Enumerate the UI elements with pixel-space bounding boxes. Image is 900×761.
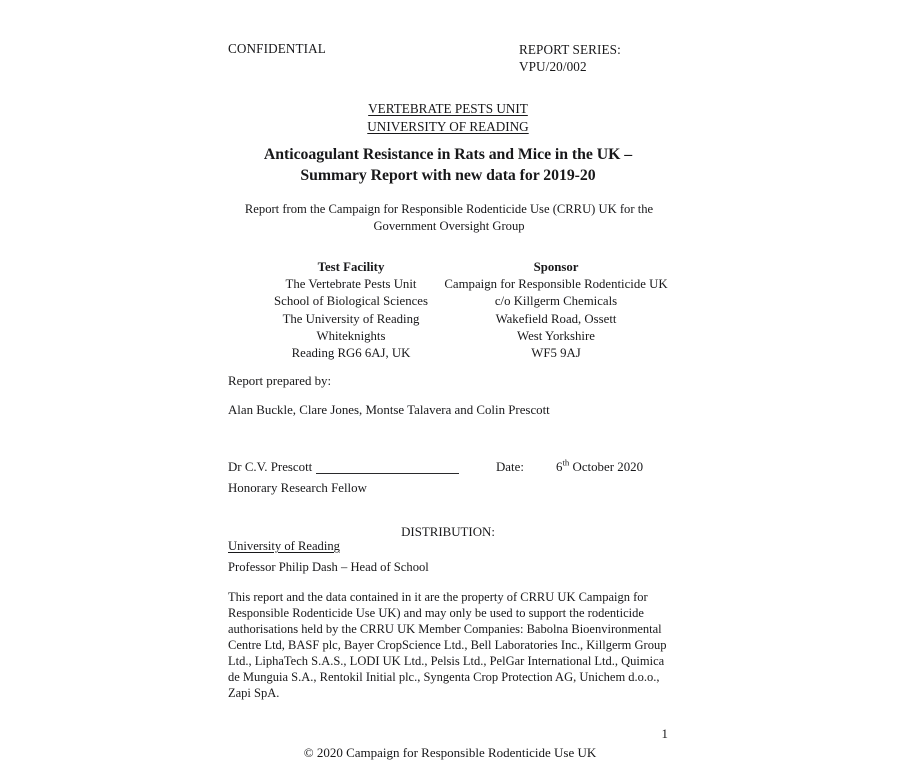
date-label: Date:	[496, 460, 524, 474]
sponsor-line: c/o Killgerm Chemicals	[494, 294, 618, 309]
signature-line	[316, 473, 459, 474]
distribution-organisation-line	[228, 539, 340, 554]
page-subtitle	[232, 201, 666, 235]
footer-copyright: © 2020 Campaign for Responsible Rodenticide Use UK	[303, 745, 597, 760]
signature-block	[228, 457, 668, 502]
distribution-organisation: University of Reading	[228, 539, 340, 553]
page-title-line-2: Summary Report with new data for 2019-20	[300, 167, 596, 185]
confidentiality-marking: CONFIDENTIAL	[228, 41, 326, 56]
prepared-by-label: Report prepared by:	[228, 374, 332, 388]
report-series-block	[519, 41, 621, 76]
page-number: 1	[661, 727, 668, 741]
distribution-recipient: Professor Philip Dash – Head of School	[228, 560, 429, 574]
test-facility-line: The University of Reading	[282, 311, 420, 326]
organisation-institution-line	[228, 118, 668, 136]
test-facility-line: Reading RG6 6AJ, UK	[291, 346, 411, 361]
page-title	[228, 144, 668, 187]
page-subtitle-line-2: Government Oversight Group	[373, 218, 525, 233]
organisation-unit-line	[228, 100, 668, 118]
signatory-name: Dr C.V. Prescott	[228, 460, 313, 474]
page-title-line-1: Anticoagulant Resistance in Rats and Mice in the UK –	[263, 146, 633, 163]
report-series-number: VPU/20/002	[519, 59, 587, 75]
test-facility-column	[236, 259, 466, 362]
property-notice: This report and the data contained in it are the property of CRRU UK Campaign for Responsible Rodenticide Use UK) and may only be used to support the rodenticide authorisations held by the CRRU UK Member Companies: Babolna Bioenvironmental Centre Ltd, BASF plc, Bayer CropScience Ltd., Bell Laboratories Inc., Killgerm Group Ltd., LiphaTech S.A.S., LODI UK Ltd., Pelsis Ltd., PelGar International Ltd., Quimica de Munguia S.A., Rentokil Initial plc., Syngenta Crop Protection AG, Unichem d.o.o., Zapi SpA.	[228, 590, 667, 701]
organisation-unit: VERTEBRATE PESTS UNIT	[368, 101, 528, 116]
page-subtitle-line-1: Report from the Campaign for Responsible Rodenticide Use (CRRU) UK for the	[244, 202, 654, 216]
test-facility-line: The Vertebrate Pests Unit	[285, 277, 417, 292]
distribution-heading: DISTRIBUTION:	[401, 525, 495, 539]
prepared-by-authors: Alan Buckle, Clare Jones, Montse Talavera and Colin Prescott	[228, 403, 550, 417]
date-month-year: October 2020	[569, 460, 644, 474]
test-facility-heading: Test Facility	[317, 260, 385, 274]
signature-date	[556, 457, 644, 475]
test-facility-line: Whiteknights	[316, 328, 386, 343]
date-day: 6	[556, 460, 563, 474]
sponsor-line: WF5 9AJ	[531, 346, 581, 361]
sponsor-column	[436, 259, 676, 362]
signatory-role: Honorary Research Fellow	[228, 481, 367, 495]
report-series-label: REPORT SERIES:	[519, 42, 621, 57]
sponsor-heading: Sponsor	[533, 260, 579, 274]
organisation-institution: UNIVERSITY OF READING	[367, 118, 529, 134]
date-ordinal-suffix: th	[562, 457, 570, 468]
sponsor-line: Wakefield Road, Ossett	[495, 311, 617, 326]
sponsor-line: West Yorkshire	[517, 328, 595, 343]
sponsor-line: Campaign for Responsible Rodenticide UK	[444, 277, 668, 292]
test-facility-line: School of Biological Sciences	[274, 294, 428, 309]
organisation-heading	[228, 100, 668, 135]
